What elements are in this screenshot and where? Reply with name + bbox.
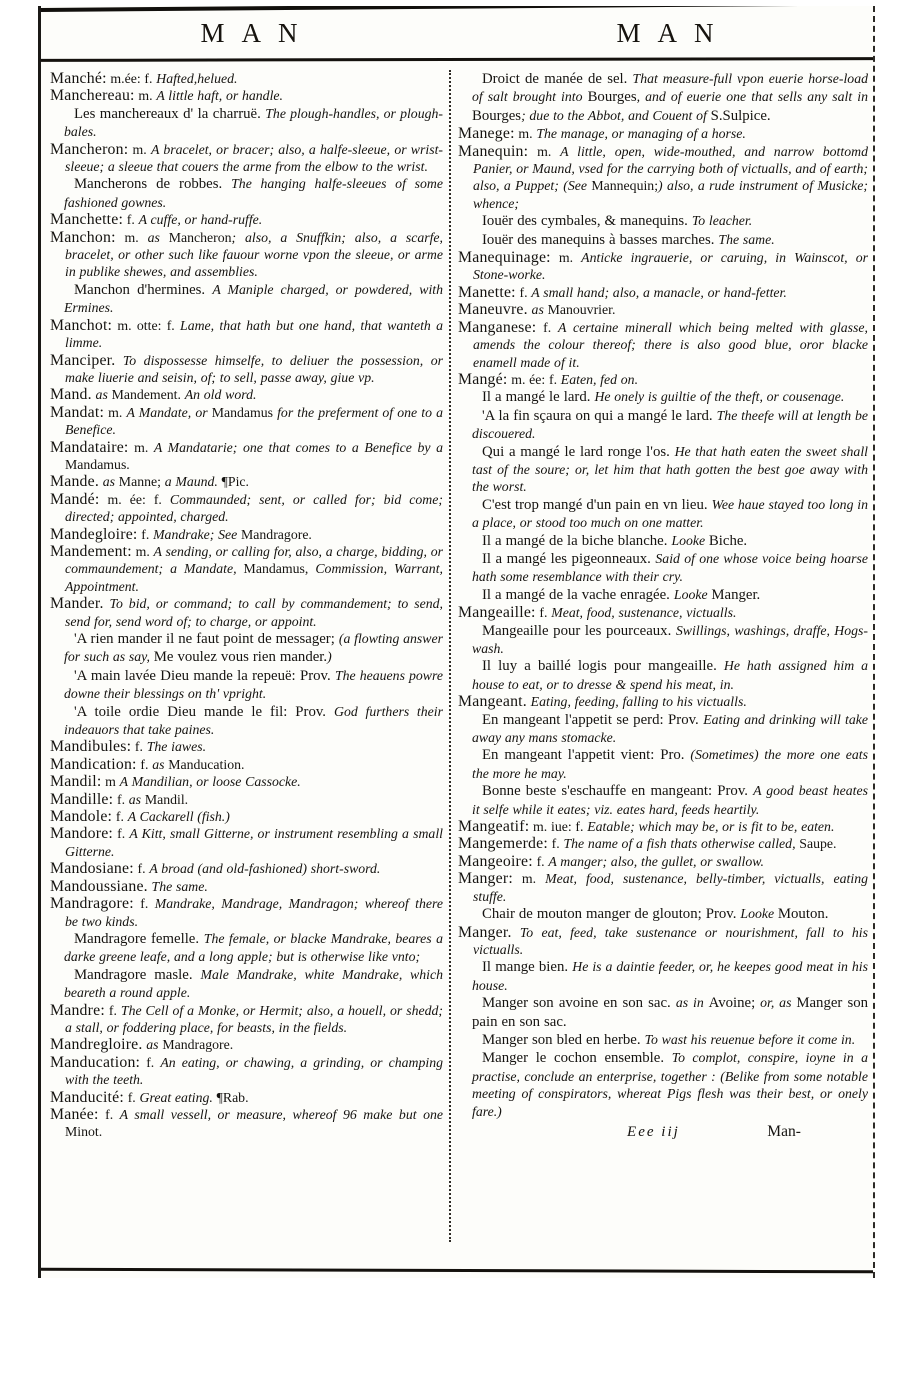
dictionary-subentry: Il a mangé le lard. He onely is guiltie of the theft, or cousenage.: [482, 389, 845, 406]
dictionary-entry: Mandre: f. The Cell of a Monke, or Hermit; also, a houell, or shedd; a stall, or foddering place, for beasts, in the fields.: [50, 1001, 444, 1035]
dictionary-entry: Mand. as Mandement. An old word.: [50, 386, 257, 404]
dictionary-entry: Mangé: m. ée: f. Eaten, fed on.: [458, 370, 639, 388]
dictionary-subentry: Manger son bled en herbe. To wast his reuenue before it come in.: [482, 1031, 856, 1048]
dictionary-entry: Maneuvre. as Manouvrier.: [458, 301, 616, 319]
dictionary-subentry: Mandragore femelle. The female, or blacke Mandrake, beares a darke greene leafe, and a long apple; but is otherwise like vnto;: [64, 930, 443, 965]
dictionary-subentry: 'A la fin sçaura on qui a mangé le lard. The theefe will at length be discouered.: [472, 407, 868, 442]
dictionary-subentry: Manger le cochon ensemble. To complot, conspire, ioyne in a practise, conclude an enterprise, together : (Belike from some notable meeting of conspirators, whereat Pigs flesh was their best, or onely fare.): [472, 1050, 868, 1119]
bottom-border-rule: [38, 1268, 875, 1274]
column-left: [50, 70, 443, 1264]
top-border-rule: [38, 6, 875, 12]
dictionary-entry: Mandication: f. as Manducation.: [50, 755, 245, 773]
signature-row: [458, 1123, 868, 1141]
dictionary-entry: Mande. as Manne; a Maund. ¶Pic.: [50, 473, 249, 491]
dictionary-entry: Mandille: f. as Mandil.: [50, 790, 189, 808]
dictionary-entry: Manchereau: m. A little haft, or handle.: [50, 87, 283, 105]
dictionary-entry: Manege: m. The manage, or managing of a horse.: [458, 125, 746, 143]
dictionary-subentry: Il a mangé les pigeonneaux. Said of one whose voice being hoarse hath some resemblance with their cry.: [472, 550, 868, 585]
dictionary-entry: Mandosiane: f. A broad (and old-fashioned) short-sword.: [50, 860, 381, 878]
dictionary-entry: Mander. To bid, or command; to call by commandement; to send, send for, send word of; to charge, or appoint.: [50, 595, 443, 629]
dictionary-entry: Mandore: f. A Kitt, small Gitterne, or instrument resembling a small Gitterne.: [50, 825, 443, 859]
dictionary-entry: Manger: m. Meat, food, sustenance, belly-timber, victualls, eating stuffe.: [458, 870, 868, 904]
dictionary-entry: Manequinage: m. Anticke ingrauerie, or caruing, in Wainscot, or Stone-worke.: [458, 249, 868, 283]
signature-mark: Eee iij: [627, 1123, 680, 1140]
dictionary-subentry: Manchon d'hermines. A Maniple charged, or powdered, with Ermines.: [64, 281, 444, 316]
dictionary-subentry: Qui a mangé le lard ronge l'os. He that hath eaten the sweet shall tast of the soure; or, let him that hath gotten the best goe away with the worst.: [472, 443, 868, 495]
dictionary-subentry: En mangeant l'appetit se perd: Prov. Eating and drinking will take away any mans stomacke.: [472, 711, 868, 746]
dictionary-entry: Manducité: f. Great eating. ¶Rab.: [50, 1088, 249, 1106]
dictionary-entry: Manchot: m. otte: f. Lame, that hath but one hand, that wanteth a limme.: [50, 316, 443, 351]
dictionary-entry: Manchon: m. as Mancheron; also, a Snuffkin; also, a scarfe, bracelet, or other such like fauour worne vpon the sleeue, or arme in publike shewes, and assemblies.: [50, 228, 443, 280]
dictionary-entry: Mandement: m. A sending, or calling for, also, a charge, bidding, or commaundement; a Mandate, Mandamus, Commission, Warrant, Appointment.: [50, 542, 443, 594]
dictionary-subentry: Droict de manée de sel. That measure-full vpon euerie horse-load of salt brought into Bourges, and of euerie one that sells any salt in Bourges; due to the Abbot, and Couent of S.Sulpice.: [472, 71, 869, 124]
dictionary-subentry: Les manchereaux d' la charruë. The plough-handles, or plough-bales.: [64, 105, 443, 140]
column-right-entries: [458, 70, 868, 1120]
dictionary-subentry: Iouër des manequins à basses marches. The same.: [482, 231, 775, 248]
text-area: [41, 64, 873, 1264]
dictionary-entry: Manché: m.ée: f. Hafted,helued.: [50, 70, 238, 87]
dictionary-entry: Manganese: f. A certaine minerall which being melted with glasse, amends the colour thereof; there is also good blue, oror blacke enamell made of it.: [458, 318, 868, 370]
dictionary-subentry: 'A main lavée Dieu mande la repeuë: Prov. The heauens powre downe their blessings on th' vpright.: [64, 667, 443, 702]
header-rule: [38, 57, 875, 61]
column-right: [458, 70, 868, 1264]
column-left-entries: [50, 70, 443, 1141]
dictionary-subentry: En mangeant l'appetit vient: Pro. (Sometimes) the more one eats the more he may.: [472, 747, 868, 781]
dictionary-subentry: Mangeaille pour les pourceaux. Swillings, washings, draffe, Hogs-wash.: [472, 622, 868, 656]
running-head-right: MAN: [616, 18, 731, 48]
dictionary-entry: Mangeoire: f. A manger; also, the gullet, or swallow.: [458, 852, 764, 870]
dictionary-entry: Mandragore: f. Mandrake, Mandrage, Mandragon; whereof there be two kinds.: [50, 895, 443, 929]
dictionary-subentry: Mancherons de robbes. The hanging halfe-sleeues of some fashioned gownes.: [64, 176, 443, 210]
column-divider-rule: [449, 70, 451, 1242]
dictionary-subentry: Iouër des cymbales, & manequins. To leacher.: [482, 213, 753, 230]
dictionary-entry: Mancheron: m. A bracelet, or bracer; also, a halfe-sleeue, or wrist-sleeue; a sleeue that couers the arme from the elbow to the wrist.: [50, 140, 444, 175]
dictionary-entry: Manciper. To dispossesse himselfe, to deliuer the possession, or make liuerie and seisin, of; to sell, passe away, giue vp.: [50, 351, 443, 385]
dictionary-entry: Manger. To eat, feed, take sustenance or nourishment, fall to his victualls.: [458, 923, 868, 957]
running-head-row: [41, 18, 873, 49]
dictionary-entry: Mandil: m A Mandilian, or loose Cassocke.: [50, 773, 301, 791]
dictionary-entry: Manducation: f. An eating, or chawing, a grinding, or champing with the teeth.: [50, 1053, 444, 1088]
dictionary-entry: Mandé: m. ée: f. Commaunded; sent, or called for; bid come; directed; appointed, charged.: [50, 490, 443, 525]
dictionary-subentry: Il a mangé de la vache enragée. Looke Manger.: [482, 586, 761, 603]
dictionary-entry: Mandibules: f. The iawes.: [50, 738, 207, 756]
dictionary-entry: Mandole: f. A Cackarell (fish.): [50, 808, 230, 826]
dictionary-subentry: Il mange bien. He is a daintie feeder, or, he keepes good meat in his house.: [472, 959, 868, 993]
catchword: Man-: [767, 1122, 801, 1140]
dictionary-subentry: 'A toile ordie Dieu mande le fil: Prov. God furthers their indeauors that take paines.: [64, 703, 443, 738]
dictionary-entry: Manequin: m. A little, open, wide-mouthed, and narrow bottomd Panier, or Maund, vsed for the carrying both of victualls, and of earth; also, a Puppet; (See Mannequin;) also, a rude instrument of Musicke; whence;: [458, 142, 868, 211]
dictionary-entry: Manée: f. A small vessell, or measure, whereof 96 make but one Minot.: [50, 1105, 444, 1140]
dictionary-entry: Manette: f. A small hand; also, a manacle, or hand-fetter.: [458, 283, 787, 301]
dictionary-subentry: Manger son avoine en son sac. as in Avoine; or, as Manger son pain en son sac.: [472, 995, 869, 1030]
dictionary-entry: Mandataire: m. A Mandatarie; one that comes to a Benefice by a Mandamus.: [50, 438, 443, 472]
dictionary-subentry: 'A rien mander il ne faut point de messager; (a flowting answer for such as say, Me voulez vous rien mander.): [64, 631, 443, 666]
dictionary-entry: Manchette: f. A cuffe, or hand-ruffe.: [50, 211, 263, 229]
dictionary-entry: Mandegloire: f. Mandrake; See Mandragore.: [50, 525, 312, 543]
dictionary-subentry: Chair de mouton manger de glouton; Prov. Looke Mouton.: [482, 906, 829, 923]
dictionary-entry: Mangemerde: f. The name of a fish thats otherwise called, Saupe.: [458, 835, 837, 853]
page-frame: [38, 6, 875, 1278]
dictionary-subentry: Bonne beste s'eschauffe en mangeant: Prov. A good beast heates it selfe while it eates; viz. eates hard, feeds heartily.: [472, 783, 868, 817]
dictionary-entry: Mandoussiane. The same.: [50, 877, 208, 895]
dictionary-subentry: C'est trop mangé d'un pain en vn lieu. Wee haue stayed too long in a place, or stood too much on one matter.: [472, 496, 868, 531]
dictionary-entry: Mandat: m. A Mandate, or Mandamus for the preferment of one to a Benefice.: [50, 403, 443, 438]
dictionary-entry: Mandregloire. as Mandragore.: [50, 1036, 234, 1054]
dictionary-subentry: Il luy a baillé logis pour mangeaille. He hath assigned him a house to eat, or to dresse & spend his meat, in.: [472, 658, 869, 692]
dictionary-subentry: Mandragore masle. Male Mandrake, white Mandrake, which beareth a round apple.: [64, 966, 443, 1001]
dictionary-entry: Mangeaille: f. Meat, food, sustenance, victualls.: [458, 604, 737, 622]
dictionary-entry: Mangeatif: m. iue: f. Eatable; which may be, or is fit to be, eaten.: [458, 818, 835, 836]
running-head-left: MAN: [200, 18, 315, 48]
dictionary-subentry: Il a mangé de la biche blanche. Looke Biche.: [482, 532, 748, 549]
dictionary-entry: Mangeant. Eating, feeding, falling to his victualls.: [458, 693, 747, 711]
